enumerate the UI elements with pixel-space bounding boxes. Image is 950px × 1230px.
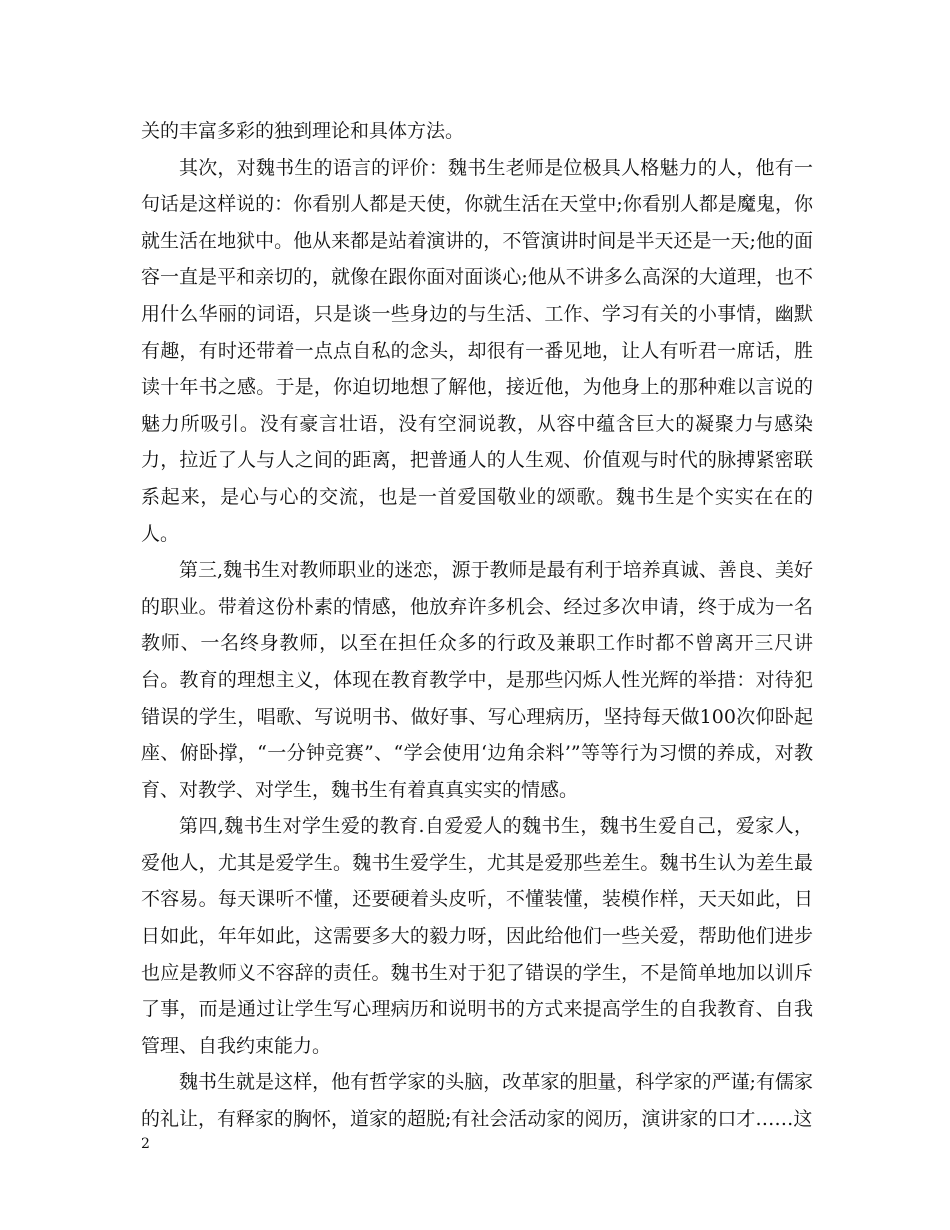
paragraph-language-evaluation: 其次，对魏书生的语言的评价：魏书生老师是位极具人格魅力的人，他有一句话是这样说的：你看别人都是天使，你就生活在天堂中;你看别人都是魔鬼，你就生活在地狱中。他从来都是站着演讲的，不管演讲时间是半天还是一天;他的面容一直是平和亲切的，就像在跟你面对面谈心;他从不讲多么高深的大道理，也不用什么华丽的词语，只是谈一些身边的与生活、工作、学习有关的小事情，幽默有趣，有时还带着一点点自私的念头，却很有一番见地，让人有听君一席话，胜读十年书之感。于是，你迫切地想了解他，接近他，为他身上的那种难以言说的魅力所吸引。没有豪言壮语，没有空洞说教，从容中蕴含巨大的凝聚力与感染力，拉近了人与人之间的距离，把普通人的人生观、价值观与时代的脉搏紧密联系起来，是心与心的交流，也是一首爱国敬业的颂歌。魏书生是个实实在在的人。 [141, 156, 813, 545]
paragraph-summary: 魏书生就是这样，他有哲学家的头脑，改革家的胆量，科学家的严谨;有儒家的礼让，有释家的胸怀，道家的超脱;有社会活动家的阅历，演讲家的口才……这 [141, 1071, 813, 1131]
paragraph-love-education: 第四,魏书生对学生爱的教育.自爱爱人的魏书生，魏书生爱自己，爱家人，爱他人，尤其是爱学生。魏书生爱学生，尤其是爱那些差生。魏书生认为差生最不容易。每天课听不懂，还要硬着头皮听，不懂装懂，装模作样，天天如此，日日如此，年年如此，这需要多大的毅力呀，因此给他们一些关爱，帮助他们进步也应是教师义不容辞的责任。魏书生对于犯了错误的学生，不是简单地加以训斥了事，而是通过让学生写心理病历和说明书的方式来提高学生的自我教育、自我管理、自我约束能力。 [141, 815, 813, 1057]
paragraph-continuation: 关的丰富多彩的独到理论和具体方法。 [141, 120, 465, 142]
page-number: 2 [141, 1136, 150, 1152]
document-body [141, 113, 813, 1138]
paragraph-teaching-profession: 第三,魏书生对教师职业的迷恋，源于教师是最有利于培养真诚、善良、美好的职业。带着这份朴素的情感，他放弃许多机会、经过多次申请，终于成为一名教师、一名终身教师，以至在担任众多的行政及兼职工作时都不曾离开三尺讲台。教育的理想主义，体现在教育教学中，是那些闪烁人性光辉的举措：对待犯错误的学生，唱歌、写说明书、做好事、写心理病历，坚持每天做100次仰卧起座、俯卧撑，“一分钟竞赛”、“学会使用‘边角余料’”等等行为习惯的养成，对教育、对教学、对学生，魏书生有着真真实实的情感。 [141, 559, 813, 801]
